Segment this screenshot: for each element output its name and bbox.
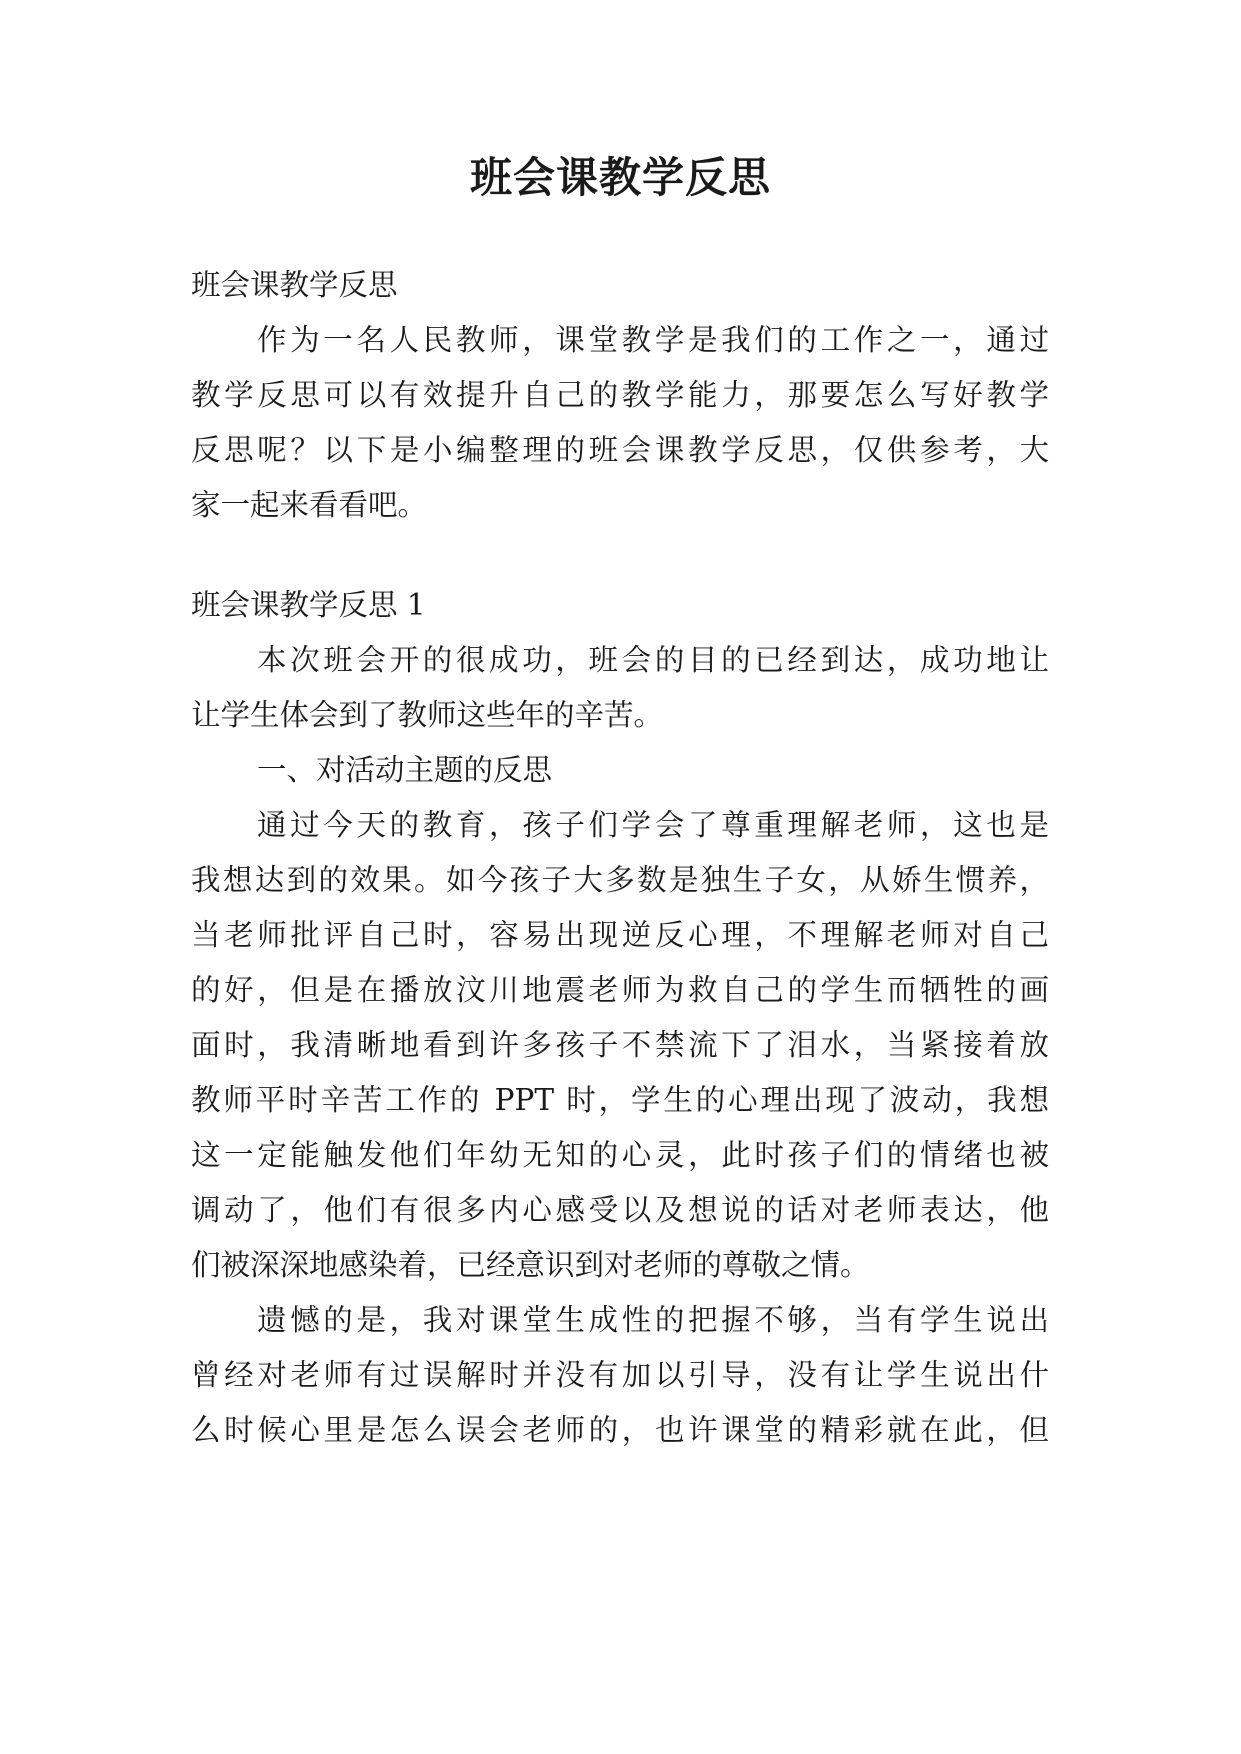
paragraph-line: 通过今天的教育，孩子们学会了尊重理解老师，这也是	[257, 808, 1049, 842]
intro-paragraph-line: 家一起来看看吧。	[191, 488, 428, 522]
paragraph-line: 教师平时辛苦工作的 PPT 时，学生的心理出现了波动，我想	[191, 1083, 1049, 1117]
paragraph-line: 面时，我清晰地看到许多孩子不禁流下了泪水，当紧接着放	[191, 1028, 1049, 1062]
paragraph-line: 遗憾的是，我对课堂生成性的把握不够，当有学生说出	[257, 1303, 1049, 1337]
intro-paragraph-line: 作为一名人民教师，课堂教学是我们的工作之一，通过	[257, 323, 1049, 357]
paragraph-line: 这一定能触发他们年幼无知的心灵，此时孩子们的情绪也被	[191, 1138, 1049, 1172]
section-spacer	[191, 533, 1049, 578]
paragraph-line: 曾经对老师有过误解时并没有加以引导，没有让学生说出什	[191, 1358, 1049, 1392]
paragraph-line: 让学生体会到了教师这些年的辛苦。	[191, 698, 664, 732]
paragraph-line: 本次班会开的很成功，班会的目的已经到达，成功地让	[257, 643, 1049, 677]
paragraph-line: 的好，但是在播放汶川地震老师为救自己的学生而牺牲的画	[191, 973, 1049, 1007]
paragraph-line: 们被深深地感染着，已经意识到对老师的尊敬之情。	[191, 1248, 870, 1282]
subheading: 一、对活动主题的反思	[257, 753, 553, 787]
intro-heading: 班会课教学反思	[191, 268, 398, 302]
intro-paragraph-line: 反思呢？以下是小编整理的班会课教学反思，仅供参考，大	[191, 433, 1049, 467]
intro-paragraph-line: 教学反思可以有效提升自己的教学能力，那要怎么写好教学	[191, 378, 1049, 412]
paragraph-line: 我想达到的效果。如今孩子大多数是独生子女，从娇生惯养，	[191, 863, 1049, 897]
document-body	[191, 258, 1049, 1458]
page-title: 班会课教学反思	[469, 153, 771, 202]
paragraph-line: 么时候心里是怎么误会老师的，也许课堂的精彩就在此，但	[191, 1413, 1049, 1447]
paragraph-line: 当老师批评自己时，容易出现逆反心理，不理解老师对自己	[191, 918, 1049, 952]
paragraph-line: 调动了，他们有很多内心感受以及想说的话对老师表达，他	[191, 1193, 1049, 1227]
section-heading: 班会课教学反思 1	[191, 588, 426, 622]
